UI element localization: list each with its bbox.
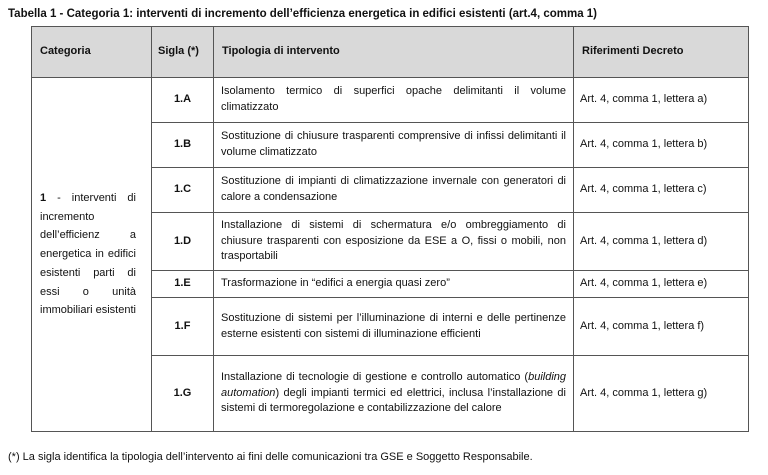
row-reference: Art. 4, comma 1, lettera d): [574, 213, 749, 271]
table-caption: Tabella 1 - Categoria 1: interventi di incremento dell’efficienza energetica in edifici esistenti (art.4, comma 1): [8, 8, 598, 20]
category-text: - interventi di incremento dell’efficienz a energetica in edifici esistenti parti di essi o unità immobiliari esistenti: [40, 192, 136, 317]
row-description: Sostituzione di sistemi per l’illuminazione di interni e delle pertinenze esterne esistenti con sistemi di illuminazione efficienti: [214, 298, 574, 356]
row-description: Sostituzione di chiusure trasparenti comprensive di infissi delimitanti il volume climatizzato: [214, 123, 574, 168]
row-description: Installazione di sistemi di schermatura e/o ombreggiamento di chiusure trasparenti con esposizione da ESE a O, fissi o mobili, non trasportabili: [214, 213, 574, 271]
row-description: Installazione di tecnologie di gestione e controllo automatico (building automation) degli impianti termici ed elettrici, inclusa l’installazione di sistemi di termoregolazione e contabilizzazione del calore: [214, 356, 574, 432]
table-header-row: [32, 27, 749, 78]
row-code: 1.D: [152, 213, 214, 271]
header-sigla: Sigla (*): [152, 27, 214, 78]
row-code: 1.E: [152, 271, 214, 298]
row-reference: Art. 4, comma 1, lettera e): [574, 271, 749, 298]
row-reference: Art. 4, comma 1, lettera c): [574, 168, 749, 213]
table-row: [32, 78, 749, 123]
table-footnote: (*) La sigla identifica la tipologia dell’intervento ai fini delle comunicazioni tra GSE e Soggetto Responsabile.: [8, 451, 533, 463]
header-categoria: Categoria: [32, 27, 152, 78]
emphasis-building-automation: building automation: [221, 371, 566, 399]
row-code: 1.A: [152, 78, 214, 123]
row-code: 1.F: [152, 298, 214, 356]
row-reference: Art. 4, comma 1, lettera g): [574, 356, 749, 432]
category-cell: [32, 78, 152, 432]
row-code: 1.B: [152, 123, 214, 168]
row-code: 1.G: [152, 356, 214, 432]
header-tipologia: Tipologia di intervento: [214, 27, 574, 78]
row-code: 1.C: [152, 168, 214, 213]
row-description: Isolamento termico di superfici opache delimitanti il volume climatizzato: [214, 78, 574, 123]
interventions-table: [31, 26, 749, 432]
category-number: 1: [40, 192, 47, 205]
row-reference: Art. 4, comma 1, lettera f): [574, 298, 749, 356]
row-reference: Art. 4, comma 1, lettera a): [574, 78, 749, 123]
header-riferimenti: Riferimenti Decreto: [574, 27, 749, 78]
row-description: Sostituzione di impianti di climatizzazione invernale con generatori di calore a condensazione: [214, 168, 574, 213]
row-reference: Art. 4, comma 1, lettera b): [574, 123, 749, 168]
row-description: Trasformazione in “edifici a energia quasi zero”: [214, 271, 574, 298]
